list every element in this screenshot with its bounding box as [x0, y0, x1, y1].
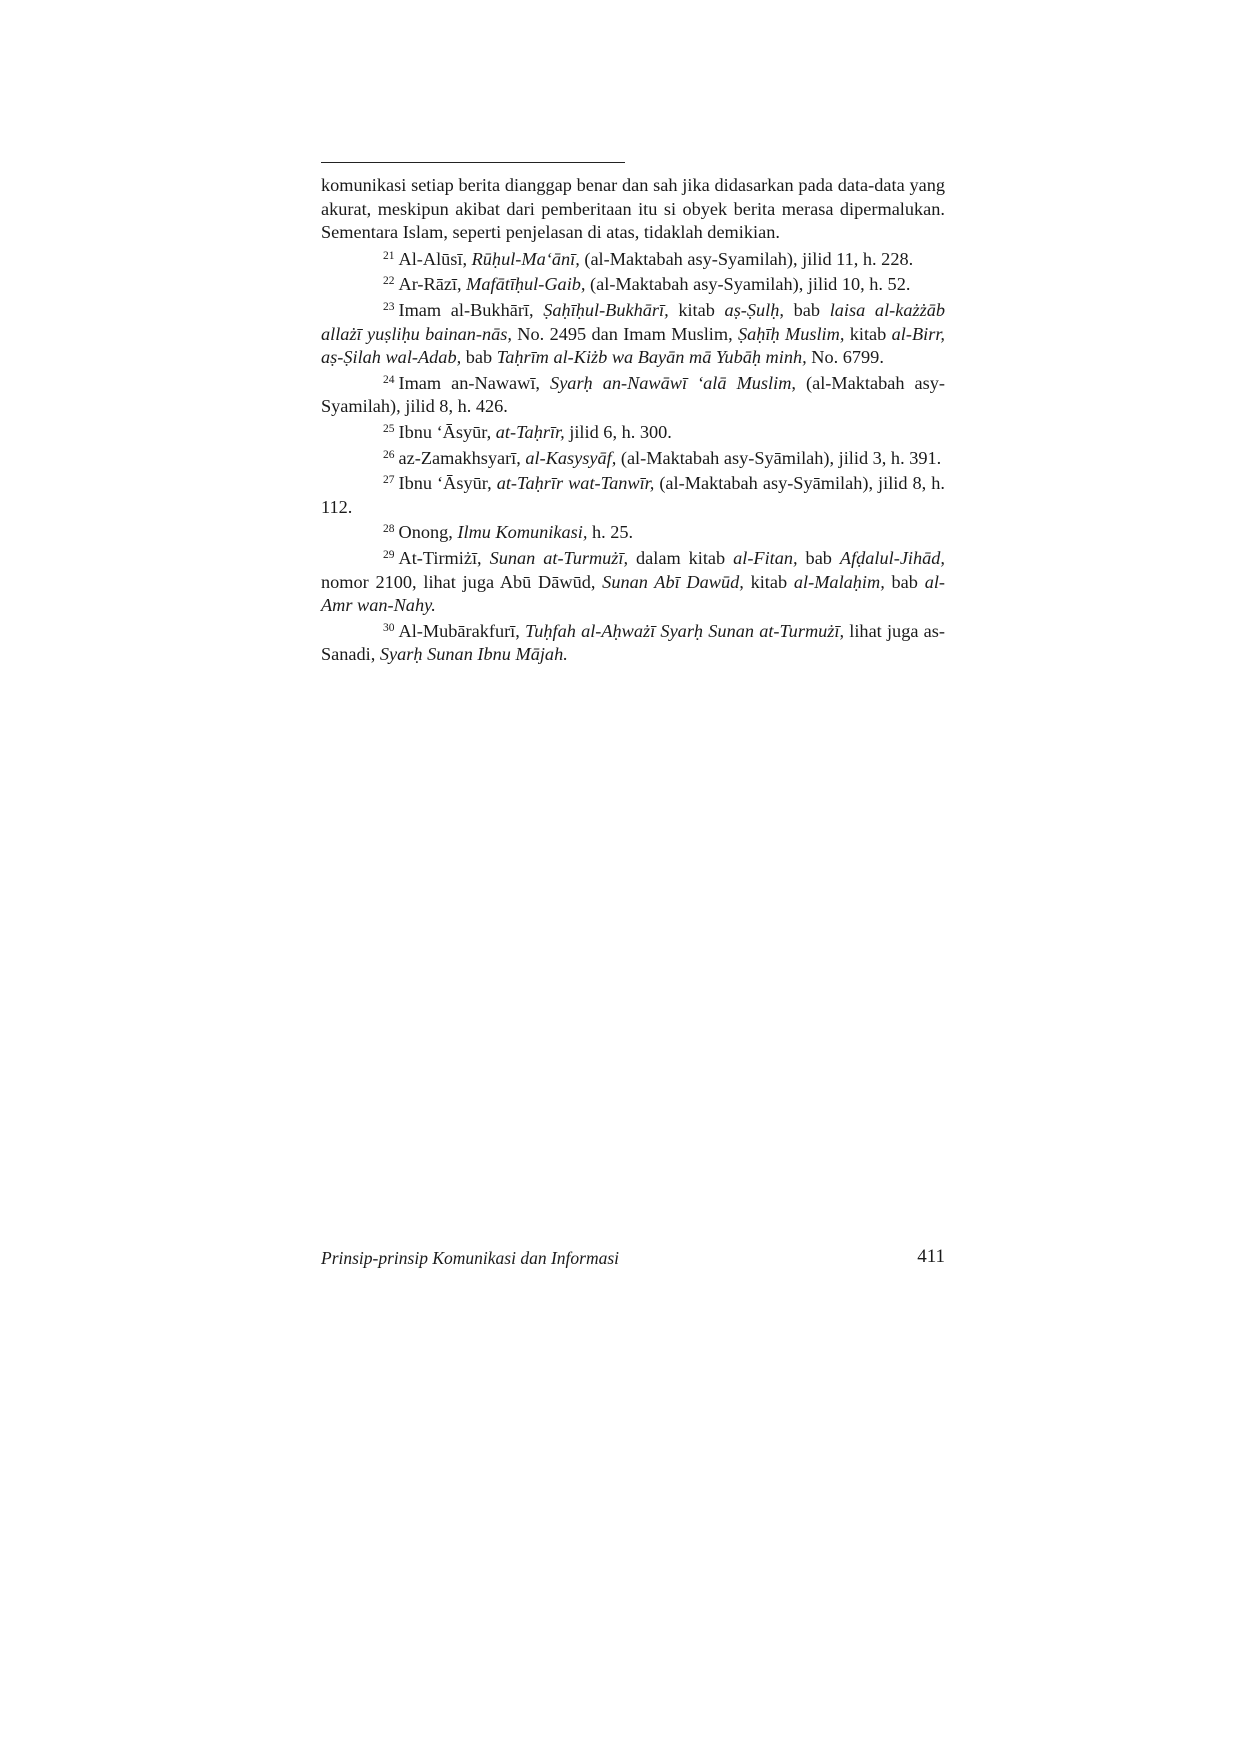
footnote-25: [321, 421, 945, 445]
footnote-number: 28: [383, 523, 395, 536]
footnote-work-title: al-Kasysyāf,: [525, 447, 617, 468]
footnote-author: Ibnu ‘Āsyūr,: [398, 473, 497, 494]
footnote-text: dalam kitab: [628, 547, 734, 568]
footnote-27: [321, 472, 945, 519]
footnote-number: 29: [383, 548, 395, 561]
footnote-number: 30: [383, 621, 395, 634]
footnote-number: 22: [383, 275, 395, 288]
footnote-bab-title: laisa al-każżāb allażī yuṣliḥu bainan-nās,: [321, 299, 945, 344]
footnote-kitab-title: al-Birr, aṣ-Ṣilah wal-Adab,: [321, 323, 945, 368]
footnote-detail: (al-Maktabah asy-Syāmilah), jilid 8, h. 112.: [321, 473, 945, 517]
footnote-work-title: Ṣaḥīḥ Muslim,: [738, 323, 845, 344]
footnote-author: Ibnu ‘Āsyūr,: [398, 421, 496, 442]
footnote-text: nomor 2100, lihat juga Abū Dāwūd,: [321, 571, 603, 592]
footnote-text: No. 2495 dan Imam Muslim,: [511, 323, 738, 344]
footnote-work-title: Mafātīḥul-Gaib,: [466, 274, 586, 295]
footnote-number: 27: [383, 474, 395, 487]
footnote-bab-title: Taḥrīm al-Kiżb wa Bayān mā Yubāḥ minh,: [496, 347, 807, 368]
footnote-number: 26: [383, 448, 395, 461]
footnote-detail: (al-Maktabah asy-Syamilah), jilid 11, h. 228.: [579, 248, 914, 269]
footnote-number: 21: [383, 249, 395, 262]
footnote-text: bab: [884, 571, 925, 592]
footnote-detail: No. 6799.: [806, 347, 884, 368]
footnote-author: At-Tirmiżī,: [398, 547, 490, 568]
footnote-work-title: Rūḥul-Ma‘ānī,: [471, 248, 580, 269]
footnote-kitab-title: al-Fitan,: [733, 547, 798, 568]
running-footer-title: Prinsip-prinsip Komunikasi dan Informasi: [321, 1248, 620, 1268]
footnote-work-title: Syarḥ an-Nawāwī ‘alā Muslim,: [550, 372, 796, 393]
footnote-29: [321, 547, 945, 618]
footnote-24: [321, 372, 945, 419]
footnote-21: [321, 248, 945, 272]
footnote-author: az-Zamakhsyarī,: [398, 447, 526, 468]
footnote-continuation-text: komunikasi setiap berita dianggap benar dan sah jika didasarkan pada data-data yang akurat, meskipun akibat dari pemberitaan itu si obyek berita merasa dipermalukan. Sementara Islam, seperti penjelasan di atas, tidaklah demikian.: [321, 175, 945, 243]
footnote-detail: (al-Maktabah asy-Syamilah), jilid 8, h. 426.: [321, 372, 945, 417]
footnote-detail: (al-Maktabah asy-Syamilah), jilid 10, h. 52.: [585, 274, 911, 295]
footnote-author: Imam al-Bukhārī,: [398, 299, 544, 320]
footnote-author: Al-Mubārakfurī,: [398, 620, 526, 641]
footnote-text: lihat juga as-Sanadi,: [321, 620, 945, 665]
footnote-detail: jilid 6, h. 300.: [564, 421, 672, 442]
footnote-22: [321, 273, 945, 297]
footnote-kitab-title: al-Malaḥim,: [793, 571, 885, 592]
footnote-number: 25: [383, 422, 395, 435]
footnote-28: [321, 521, 945, 545]
footnote-detail: (al-Maktabah asy-Syāmilah), jilid 3, h. 391.: [616, 447, 942, 468]
footnote-detail: h. 25.: [587, 522, 634, 543]
footnote-text: bab: [797, 547, 840, 568]
footnote-work-title: Syarḥ Sunan Ibnu Mājah.: [379, 644, 568, 665]
footnote-text: kitab: [844, 323, 892, 344]
footnote-23: [321, 299, 945, 370]
footnotes-block: [321, 174, 945, 669]
footnote-bab-title: Afḍalul-Jihād,: [839, 547, 946, 568]
footnote-number: 24: [383, 373, 395, 386]
footnote-text: bab: [783, 299, 830, 320]
footnote-text: bab: [461, 347, 497, 368]
footnote-author: Ar-Rāzī,: [398, 274, 467, 295]
footnote-author: Al-Alūsī,: [398, 248, 472, 269]
footnote-bab-title: al-Amr wan-Nahy.: [321, 571, 945, 616]
page-number: 411: [917, 1246, 945, 1267]
footnote-separator-rule: [321, 162, 625, 163]
footnote-text: kitab: [743, 571, 794, 592]
footnote-work-title: Ṣaḥīḥul-Bukhārī,: [543, 299, 669, 320]
footnote-work-title: Sunan at-Turmużī,: [489, 547, 629, 568]
footnote-26: [321, 447, 945, 471]
footnote-30: [321, 620, 945, 667]
footnote-number: 23: [383, 300, 395, 313]
footnote-text: kitab: [668, 299, 725, 320]
footnote-work-title: Sunan Abī Dawūd,: [602, 571, 744, 592]
footnote-author: Onong,: [398, 522, 458, 543]
footnote-work-title: Tuḥfah al-Aḥważī Syarḥ Sunan at-Turmużī,: [525, 620, 845, 641]
footnote-work-title: Ilmu Komunikasi,: [457, 522, 588, 543]
footnote-author: Imam an-Nawawī,: [398, 372, 551, 393]
footnote-work-title: at-Taḥrīr wat-Tanwīr,: [496, 473, 655, 494]
footnote-kitab-title: aṣ-Ṣulḥ,: [724, 299, 784, 320]
footnote-work-title: at-Taḥrīr,: [495, 421, 565, 442]
